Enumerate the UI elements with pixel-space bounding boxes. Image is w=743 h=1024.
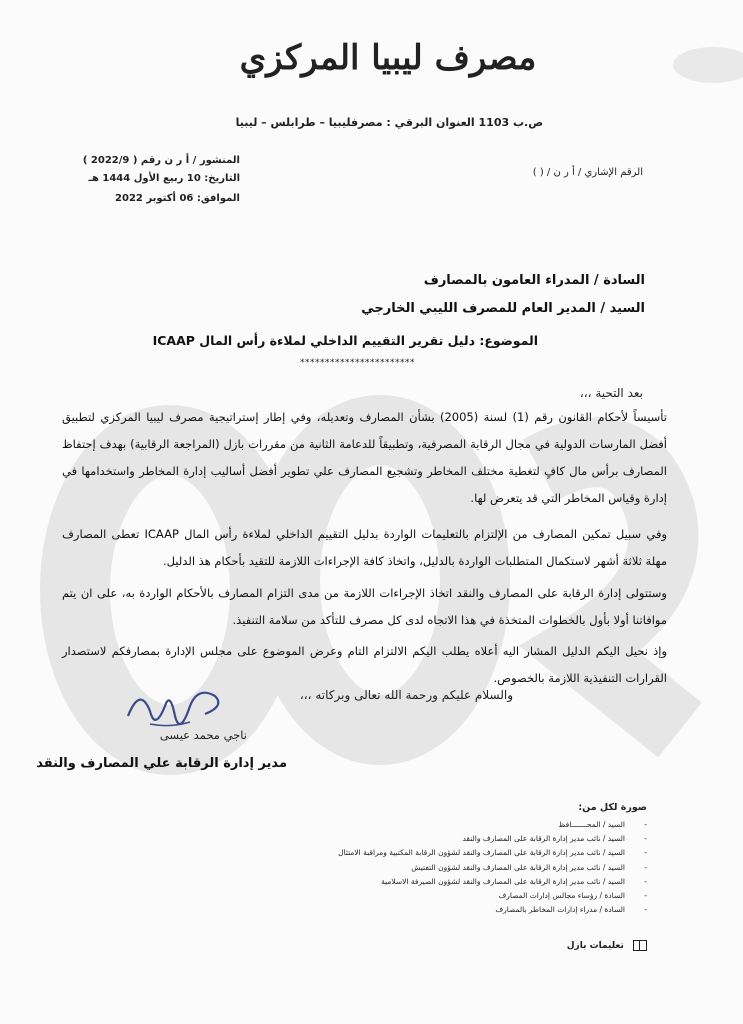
subject-underline-stars: *********************** — [300, 358, 415, 368]
greeting: بعد التحية ،،، — [579, 386, 643, 400]
copy-recipient: -السيد / نائب مدير إدارة الرقابة على المصارف والنقد لشؤون الصيرفة الاسلامية — [381, 876, 647, 886]
copy-recipient: -السادة / رؤساء مجالس إدارات المصارف — [498, 891, 647, 901]
copy-recipient: -السيد / نائب مدير إدارة الرقابة على المصارف والنقد لشؤون التفتيش — [411, 862, 647, 872]
bank-address: ص.ب 1103 العنوان البرقي : مصرفليبيا – طرابلس – ليبيا — [235, 116, 543, 129]
date-gregorian: الموافق: 06 أكتوبر 2022 — [115, 193, 240, 204]
signer-name: ناجي محمد عيسى — [159, 728, 247, 742]
bank-name-logo: مصرف ليبيا المركزي — [239, 38, 537, 78]
footer-note — [567, 940, 647, 951]
copy-recipient: -السيد / المحـــــــافظ — [558, 820, 647, 829]
subject-line: الموضوع: دليل تقرير التقييم الداخلي لملاءة رأس المال ICAAP — [152, 333, 538, 348]
copies-list — [207, 818, 647, 917]
footer-label: تعليمات بازل — [566, 941, 624, 951]
circular-meta — [80, 150, 240, 212]
date-hijri: التاريخ: 10 ربيع الأول 1444 هـ — [88, 173, 240, 184]
copy-recipient: -السيد / نائب مدير إدارة الرقابة على المصارف والنقد — [462, 834, 647, 844]
body-paragraph-2: وفي سبيل تمكين المصارف من الإلتزام بالتعليمات الواردة بدليل التقييم الداخلي لملاءة رأس المال ICAAP تعطى المصارف مهلة ثلاثة أشهر لاستكمال المتطلبات الواردة بالدليل، واتخاذ كافة الإجراءات اللازمة للتقيد بأحكام هذ الدليل. — [62, 527, 667, 568]
addressee-line-1: السادة / المدراء العامون بالمصارف — [423, 273, 645, 288]
circular-number: المنشور / أ ر ن رقم ( 2022/9 ) — [82, 155, 240, 166]
body-paragraph-1: تأسيساً لأحكام القانون رقم (1) لسنة (2005) بشأن المصارف وتعديله، وفي إطار إستراتيجية مصرف ليبيا المركزي لتطبيق أفضل المارسات الدولية في مجال الرقابة المصرفية، وتطبيقاً للدعامة الثانية من مقررات بازل (المراجعة الرقابية) بهدف إحتفاظ المصارف برأس مال كافٍ لتغطية مختلف المخاطر وتشجيع المصارف علي تطوير أفضل أساليب إدارة المخاطر واستخدامها في إدارة وقياس المخاطر التي قد يتعرض لها. — [62, 410, 667, 505]
body-paragraph-4: وإذ نحيل اليكم الدليل المشار اليه أعلاه يطلب اليكم الالتزام التام وعرض الموضوع على مجلس الإدارة بمصارفكم لاستصدار القرارات التنفيذية اللازمة بالخصوص. — [62, 644, 667, 685]
closing-salutation: والسلام عليكم ورحمة الله تعالى وبركاته ،،، — [299, 688, 513, 702]
reference-number: الرقم الإشاري / أ ر ن / ( ) — [532, 167, 643, 178]
signer-title: مدير إدارة الرقابة علي المصارف والنقد — [36, 756, 287, 771]
addressee-line-2: السيد / المدير العام للمصرف الليبي الخارجي — [361, 301, 645, 316]
book-icon — [633, 940, 647, 951]
copy-recipient: -السادة / مدراء إدارات المخاطر بالمصارف — [495, 905, 647, 915]
paper-stain — [653, 40, 743, 90]
copy-recipient: -السيد / نائب مدير إدارة الرقابة على المصارف والنقد لشؤون الرقابة المكتبية ومراقبة الامتثال — [338, 848, 647, 858]
copies-title: صورة لكل من: — [578, 802, 647, 813]
body-paragraph-3: وستتولى إدارة الرقابة على المصارف والنقد اتخاذ الإجراءات اللازمة من مدى التزام المصارف بالأحكام الواردة به، على ان يتم موافاتنا أولا بأول بالخطوات المتخذة في هذا الاتجاه لدى كل مصرف للتأكد من سلامة التنفيذ. — [62, 586, 667, 627]
